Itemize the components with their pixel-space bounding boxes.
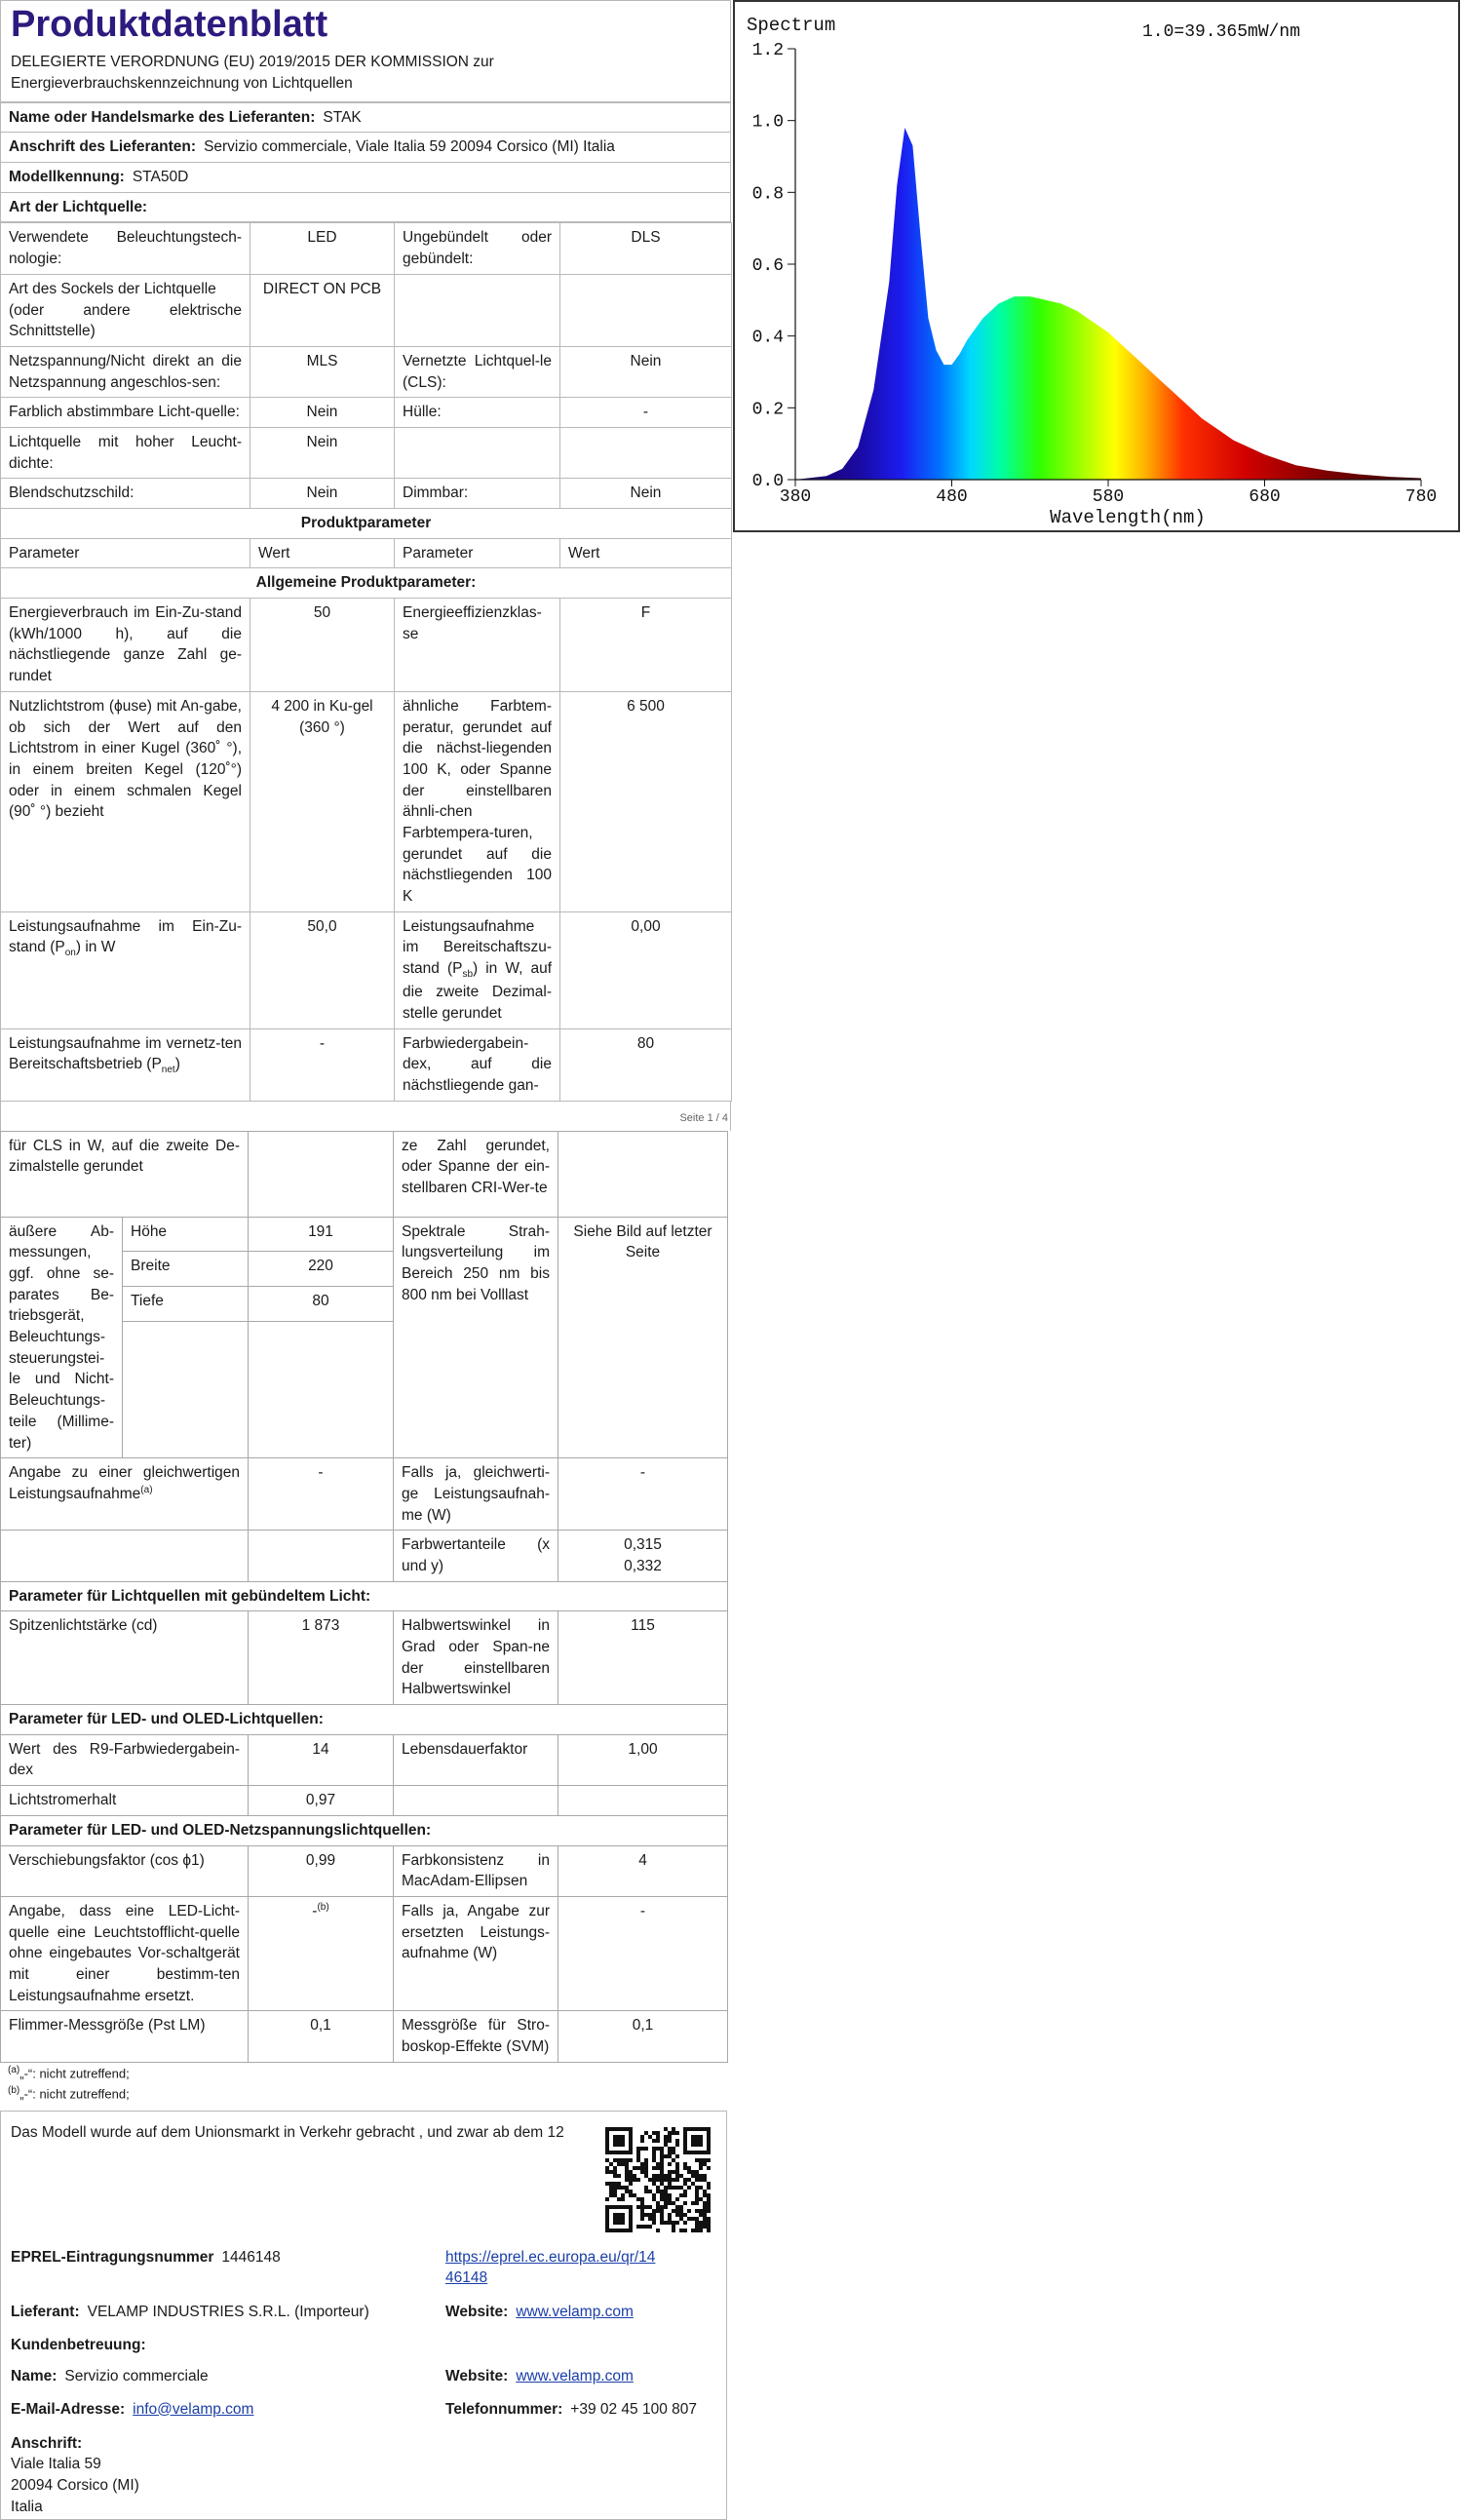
chart-title: Spectrum: [747, 15, 836, 36]
header: [0, 0, 731, 102]
x-tick-label: 680: [1249, 487, 1281, 507]
model-row: Modellkennung: STA50D: [1, 163, 731, 193]
y-tick-label: 1.0: [751, 112, 784, 133]
x-tick-label: 580: [1092, 487, 1125, 507]
x-tick-label: 480: [936, 487, 968, 507]
footnote: $^{(b)}$„-“: nicht zutreffend;: [8, 2085, 130, 2102]
x-axis: [780, 480, 1437, 507]
email-link[interactable]: info@velamp.com: [133, 2400, 254, 2418]
y-tick-label: 0.2: [751, 400, 784, 420]
qr-code[interactable]: [605, 2127, 711, 2232]
y-axis: [752, 41, 795, 491]
supplier-table: [0, 102, 731, 223]
led-heading: Parameter für LED- und OLED-Lichtquellen:: [1, 1705, 728, 1735]
y-tick-label: 0.0: [751, 472, 784, 491]
y-tick-label: 0.4: [751, 328, 784, 348]
contact-name-row: Name: Servizio commerciale: [11, 2367, 209, 2384]
eprel-number: EPREL-Eintragungsnummer 1446148: [11, 2248, 281, 2266]
spectrum-plot: [735, 2, 1458, 530]
source-type-heading: Art der Lichtquelle:: [1, 192, 731, 222]
spectrum-area: [795, 128, 1421, 480]
spectrum-chart: [733, 0, 1460, 532]
footnote: $^{(a)}$„-“: nicht zutreffend;: [8, 2064, 130, 2081]
website-link[interactable]: www.velamp.com: [516, 2367, 634, 2384]
eprel-link[interactable]: [445, 2248, 655, 2289]
mains-led-heading: Parameter für LED- und OLED-Netzspannungslichtquellen:: [1, 1815, 728, 1845]
eprel-link-line1[interactable]: https://eprel.ec.europa.eu/qr/14: [445, 2248, 656, 2266]
lieferant-website: Website: www.velamp.com: [445, 2303, 634, 2320]
x-tick-label: 380: [779, 487, 812, 507]
y-tick-label: 0.6: [751, 256, 784, 276]
footnotes: [0, 2063, 731, 2105]
phone-row: Telefonnummer: +39 02 45 100 807: [445, 2400, 698, 2418]
page-title: Produktdatenblatt: [11, 4, 328, 45]
general-params-heading: Allgemeine Produktparameter:: [1, 568, 732, 599]
contact-website: Website: www.velamp.com: [445, 2367, 634, 2384]
page-number: Seite 1 / 4: [679, 1111, 728, 1124]
y-tick-label: 1.2: [751, 41, 784, 60]
directional-heading: Parameter für Lichtquellen mit gebündeltem Licht:: [1, 1581, 728, 1611]
lieferant-row: Lieferant: VELAMP INDUSTRIES S.R.L. (Importeur): [11, 2303, 369, 2320]
website-link[interactable]: www.velamp.com: [516, 2303, 634, 2320]
regulation-subtitle: DELEGIERTE VERORDNUNG (EU) 2019/2015 DER KOMMISSION zur Energieverbrauchskennzeichnung von Lichtquellen: [11, 53, 494, 93]
eprel-box: [0, 2111, 727, 2520]
page-break: [0, 1102, 731, 1131]
x-axis-label: Wavelength(nm): [1050, 507, 1206, 528]
scale-note: 1.0=39.365mW/nm: [1142, 22, 1301, 42]
product-params-heading: Produktparameter: [1, 509, 732, 539]
market-statement: Das Modell wurde auf dem Unionsmarkt in Verkehr gebracht , und zwar ab dem 12: [11, 2123, 564, 2141]
email-row: E-Mail-Adresse: info@velamp.com: [11, 2400, 254, 2418]
customer-heading: Kundenbetreuung:: [11, 2336, 146, 2353]
params-table-continued: für CLS in W, auf die zweite De-zimalstelle gerundet ze Zahl gerundet, oder Spanne der ein-stellbaren CRI-Wer-te äußere Ab-messungen, ggf. ohne se-parates Be-triebsgerät, Beleuchtungs-steuerungstei-le und Nicht-Beleuchtungs-teile (Millime-ter) Höhe 191 Spektrale Strah-lungsverteilung im Bereich 250 nm bis 800 nm bei Volllast Siehe Bild auf letzter Seite Breite 220 Tiefe 80 Angabe zu einer gleichwertigen Leistungsaufnahme$^{(a)}$ - Falls ja, gleichwerti-ge Leistungsaufnah-me (W) - Farbwertanteile (x und y) 0,315 0,332 Parameter für Lichtquellen mit gebündeltem Licht: Spitzenlichtstärke (cd) 1 873 Halbwertswinkel in Grad oder Span-ne der einstellbaren Halbwertswinkel 115 Parameter für LED- und OLED-Lichtquellen: Wert des R9-Farbwiedergabein-dex 14 Lebensdauerfaktor 1,00 Lichtstromerhalt 0,97 Parameter für LED- und OLED-Netzspannungslichtquellen: Verschiebungsfaktor (cos ϕ1) 0,99 Farbkonsistenz in MacAdam-Ellipsen 4 Angabe, dass eine LED-Licht-quelle eine Leuchtstofflicht-quelle ohne eingebautes Vor-schaltgerät mit einer bestimm-ten Leistungsaufnahme ersetzt. -$^{(b)}$ Falls ja, Angabe zur ersetzten Leistungs-aufnahme (W) - Flimmer-Messgröße (Pst LM) 0,1 Messgröße für Stro-boskop-Effekte (SVM) 0,1: [0, 1131, 728, 2063]
address-row: Anschrift des Lieferanten: Servizio commerciale, Viale Italia 59 20094 Corsico (MI) Italia: [1, 133, 731, 163]
eprel-link-line2[interactable]: 46148: [445, 2268, 488, 2286]
y-tick-label: 0.8: [751, 184, 784, 205]
supplier-row: Name oder Handelsmarke des Lieferanten: STAK: [1, 102, 731, 133]
x-tick-label: 780: [1404, 487, 1438, 507]
postal-address: Anschrift: Viale Italia 59 20094 Corsico (MI) Italia: [11, 2434, 139, 2515]
source-type-table: Verwendete Beleuchtungstech-nologie: LED Ungebündelt oder gebündelt: DLS Art des Sockels der Lichtquelle (oder andere elektrische Schnittstelle) DIRECT ON PCB Netzspannung/Nicht direkt an die Netzspannung angeschlos-sen: MLS Vernetzte Lichtquel-le (CLS): Nein Farblich abstimmbare Licht-quelle: Nein Hülle: - Lichtquelle mit hoher Leucht-dichte: Nein Blendschutzschild: Nein Dimmbar: Nein Produktparameter Parameter Wert Parameter Wert Allgemeine Produktparameter: Energieverbrauch im Ein-Zu-stand (kWh/1000 h), auf die nächstliegende ganze Zahl ge-rundet 50 Energieeffizienzklas-se F Nutzlichtstrom (ϕuse) mit An-gabe, ob sich der Wert auf den Lichtstrom in einer Kugel (360˚ °), in einem breiten Kegel (120˚°) oder in einem schmalen Kegel (90˚ °) bezieht 4 200 in Ku-gel (360 °) ähnliche Farbtem-peratur, gerundet auf die nächst-liegenden 100 K, oder Spanne der einstellbaren ähnli-chen Farbtempera-turen, gerundet auf die nächstliegenden 100 K 6 500 Leistungsaufnahme im Ein-Zu-stand $(P_{on})$ in W 50,0 Leistungsaufnahme im Bereitschaftszu-stand $(P_{sb})$ in W, auf die zweite Dezimal-stelle gerundet 0,00 Leistungsaufnahme im vernetz-ten Bereitschaftsbetrieb $(P_{net})$ - Farbwiedergabein-dex, auf die nächstliegende gan- 80: [0, 222, 732, 1101]
